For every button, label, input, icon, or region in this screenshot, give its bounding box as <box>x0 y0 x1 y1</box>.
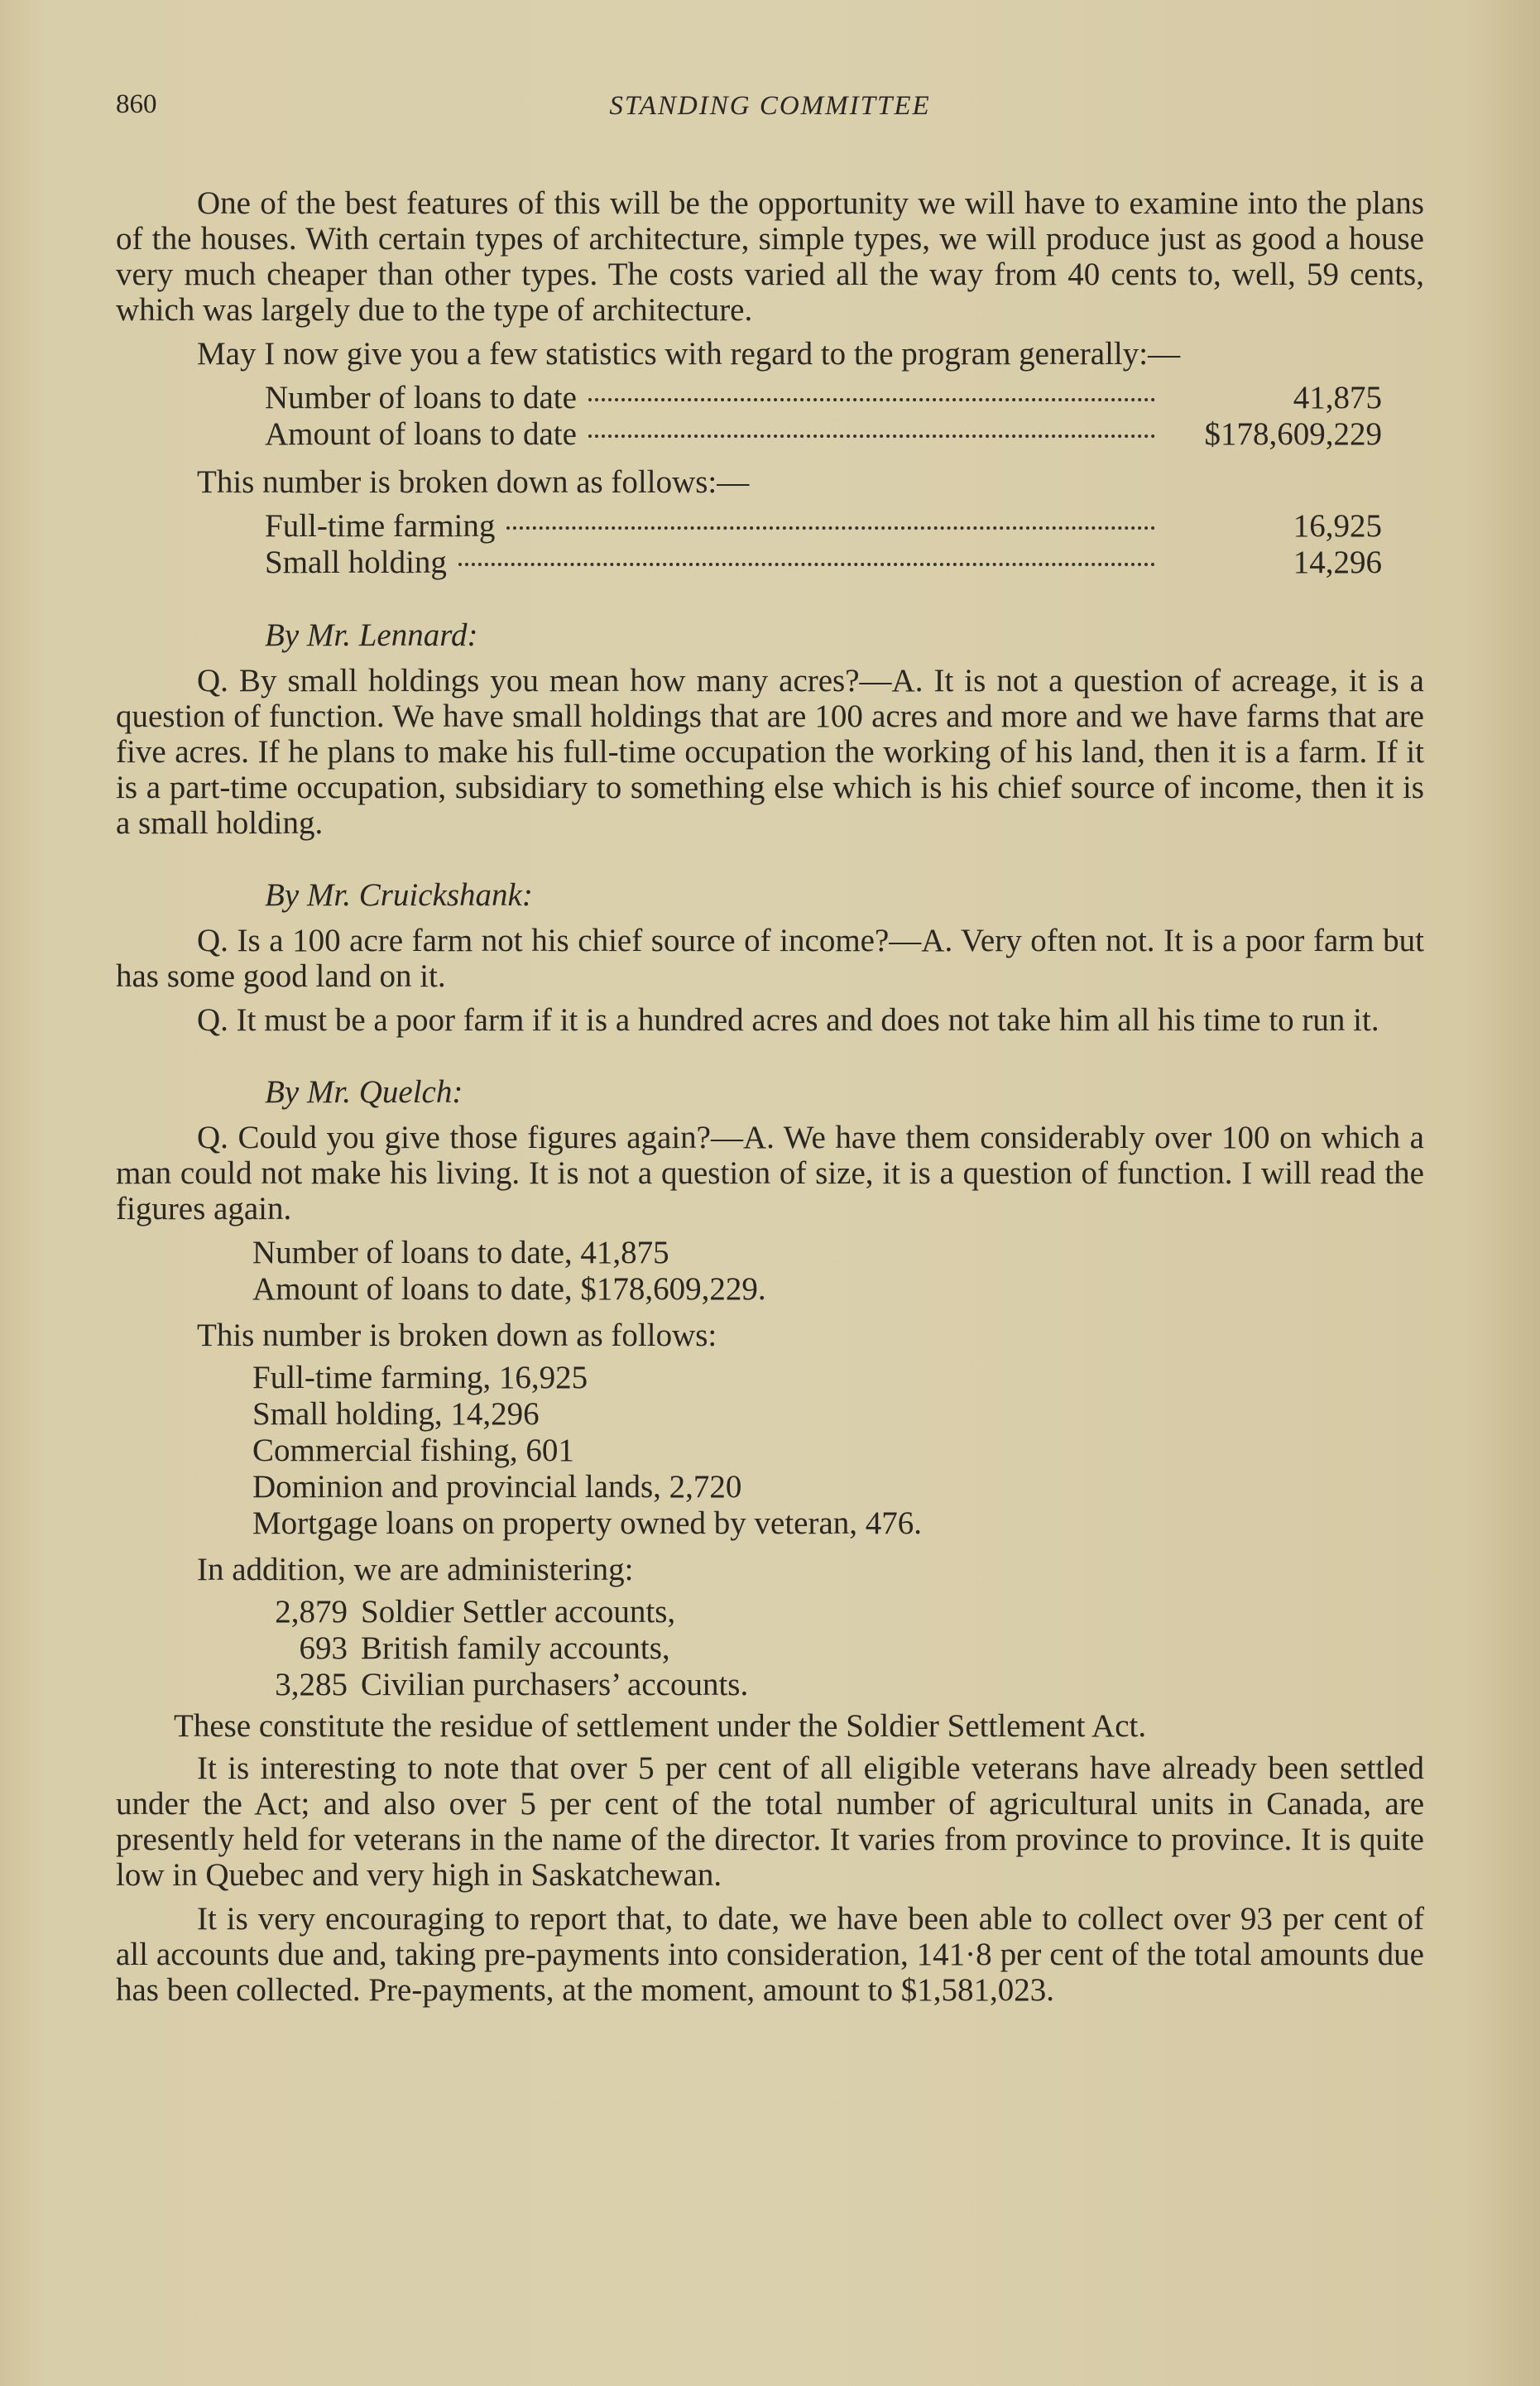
account-count: 3,285 <box>275 1667 348 1702</box>
stat-label: Small holding <box>265 545 447 580</box>
stat-label: Full-time farming <box>265 508 496 544</box>
paragraph: Q. By small holdings you mean how many acres?—A. It is not a question of acreage, it is a question of function. We have small holdings that are 100 acres and more and we have farms that are five acres. If he plans to make his full-time occupation the working of his land, then it is a farm. If it is a part-time occupation, subsidiary to something else which is his chief source of income, then it is a small holding. <box>116 663 1424 841</box>
stat-value: 16,925 <box>1293 508 1382 544</box>
paragraph: It is interesting to note that over 5 per cent of all eligible veterans have already been settled under the Act; and also over 5 per cent of the total number of agricultural units in Canada, are presently held for veterans in the name of the director. It varies from province to province. It is quite low in Quebec and very high in Saskatchewan. <box>116 1750 1424 1893</box>
stat-row <box>265 416 1382 453</box>
list-item: Number of loans to date, 41,875 <box>252 1235 669 1270</box>
stat-value: 41,875 <box>1293 380 1382 415</box>
paragraph: May I now give you a few statistics with regard to the program generally:— <box>197 336 1181 372</box>
speaker-heading: By Mr. Lennard: <box>265 617 478 653</box>
stat-row <box>265 508 1382 545</box>
dot-leader <box>588 398 1155 401</box>
list-item: Full-time farming, 16,925 <box>252 1360 588 1395</box>
page-header <box>116 83 1424 149</box>
list-item: Small holding, 14,296 <box>252 1396 540 1432</box>
paragraph: These constitute the residue of settlement under the Soldier Settlement Act. <box>174 1708 1147 1744</box>
stat-label: Amount of loans to date <box>265 416 577 452</box>
account-count: 693 <box>299 1630 348 1666</box>
paragraph: Q. It must be a poor farm if it is a hundred acres and does not take him all his time to run it. <box>197 1002 1379 1038</box>
dot-leader <box>506 526 1155 530</box>
paragraph: Q. Could you give those figures again?—A. We have them considerably over 100 on which a man could not make his living. It is not a question of size, it is a question of function. I will read the figures again. <box>116 1120 1424 1227</box>
stat-row <box>265 545 1382 581</box>
paragraph: It is very encouraging to report that, to date, we have been able to collect over 93 per cent of all accounts due and, taking pre-payments into consideration, 141·8 per cent of the total amounts due has been collected. Pre-payments, at the moment, amount to $1,581,023. <box>116 1901 1424 2008</box>
paragraph: Q. Is a 100 acre farm not his chief source of income?—A. Very often not. It is a poor farm but has some good land on it. <box>116 923 1424 994</box>
stat-row <box>265 380 1382 416</box>
statistics-table <box>265 380 1382 453</box>
dot-leader <box>458 563 1155 566</box>
account-row <box>248 1594 1424 1630</box>
account-row <box>248 1667 1424 1703</box>
paragraph: This number is broken down as follows:— <box>197 464 750 500</box>
account-label: Soldier Settler accounts, <box>361 1594 676 1630</box>
stat-value: 14,296 <box>1293 545 1382 580</box>
page-number: 860 <box>116 89 157 119</box>
paragraph: One of the best features of this will be the opportunity we will have to examine into the plans of the houses. With certain types of architecture, simple types, we will produce just as good a house very much cheaper than other types. The costs varied all the way from 40 cents to, well, 59 cents, which was largely due to the type of architecture. <box>116 185 1424 328</box>
accounts-list <box>248 1594 1424 1703</box>
page-body <box>116 185 1424 2008</box>
paragraph: This number is broken down as follows: <box>197 1318 717 1353</box>
speaker-heading: By Mr. Cruickshank: <box>265 877 533 913</box>
list-item: Dominion and provincial lands, 2,720 <box>252 1469 742 1505</box>
account-row <box>248 1630 1424 1667</box>
stat-value: $178,609,229 <box>1204 416 1382 452</box>
paragraph: In addition, we are administering: <box>197 1552 634 1587</box>
account-label: Civilian purchasers’ accounts. <box>361 1667 749 1702</box>
list-item: Amount of loans to date, $178,609,229. <box>252 1271 766 1307</box>
speaker-heading: By Mr. Quelch: <box>265 1074 463 1110</box>
stat-label: Number of loans to date <box>265 380 577 415</box>
running-head: STANDING COMMITTEE <box>609 91 931 121</box>
list-item: Commercial fishing, 601 <box>252 1433 574 1468</box>
breakdown-list <box>252 1360 1424 1542</box>
list-item: Mortgage loans on property owned by veteran, 476. <box>252 1505 923 1541</box>
account-label: British family accounts, <box>361 1630 670 1666</box>
breakdown-table <box>265 508 1382 581</box>
figures-list <box>252 1235 1424 1308</box>
account-count: 2,879 <box>275 1594 348 1630</box>
dot-leader <box>588 434 1155 438</box>
